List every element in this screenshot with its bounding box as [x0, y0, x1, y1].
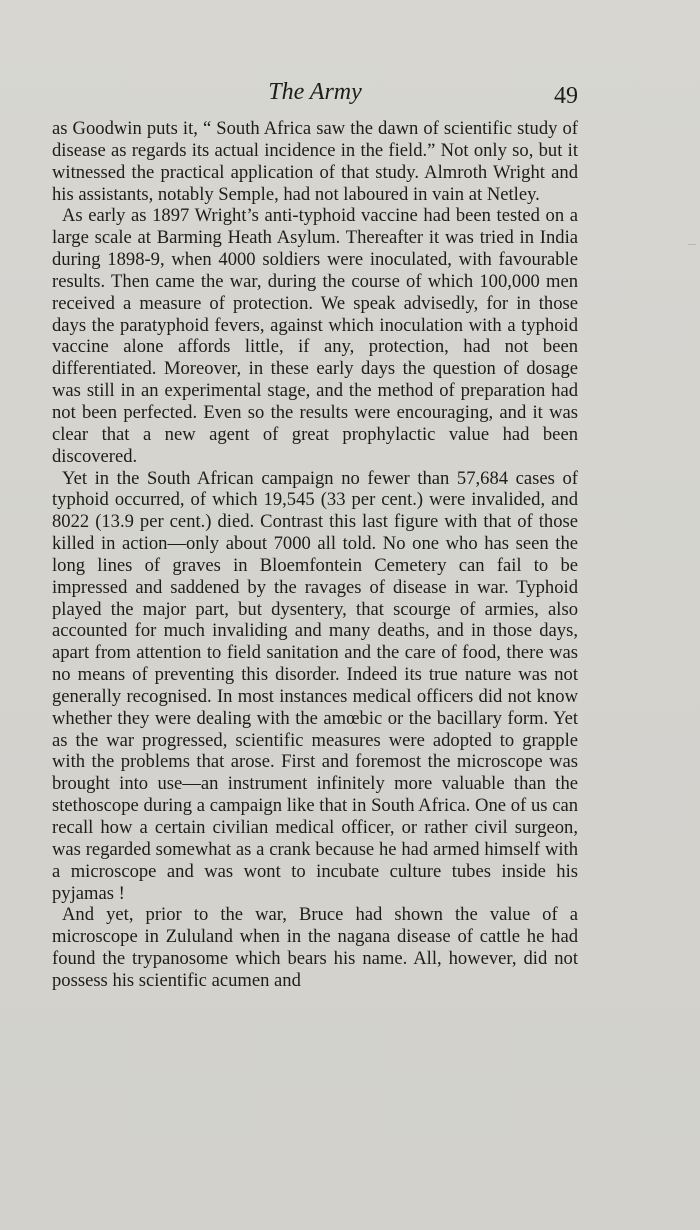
paragraph-2: As early as 1897 Wright’s anti-typhoid vaccine had been tested on a large scale at Barming Heath Asylum. Thereafter it was tried in India during 1898-9, when 4000 soldiers were inoculated, with favourable results. Then came the war, during the course of which 100,000 men received a measure of protection. We speak advisedly, for in those days the paratyphoid fevers, against which inoculation with a typhoid vaccine alone affords little, if any, protection, had not been differentiated. Moreover, in these early days the question of dosage was still in an experimental stage, and the method of preparation had not been perfected. Even so the results were encouraging, and it was clear that a new agent of great prophylactic value had been discovered.: [52, 205, 578, 467]
paragraph-1: as Goodwin puts it, “ South Africa saw the dawn of scientific study of disease as regards its actual incidence in the field.” Not only so, but it witnessed the practical application of that study. Almroth Wright and his assistants, notably Semple, had not laboured in vain at Netley.: [52, 118, 578, 205]
running-title: The Army: [268, 79, 362, 105]
body-text: [52, 118, 578, 992]
paragraph-3: Yet in the South African campaign no fewer than 57,684 cases of typhoid occurred, of which 19,545 (33 per cent.) were invalided, and 8022 (13.9 per cent.) died. Contrast this last figure with that of those killed in action—only about 7000 all told. No one who has seen the long lines of graves in Bloemfontein Cemetery can fail to be impressed and saddened by the ravages of disease in war. Typhoid played the major part, but dysentery, that scourge of armies, also accounted for much invaliding and many deaths, and in those days, apart from attention to field sanitation and the care of food, there was no means of preventing this disorder. Indeed its true nature was not generally recognised. In most instances medical officers did not know whether they were dealing with the amœbic or the bacillary form. Yet as the war progressed, scientific measures were adopted to grapple with the problems that arose. First and foremost the microscope was brought into use—an instrument infinitely more valuable than the stethoscope during a campaign like that in South Africa. One of us can recall how a certain civilian medical officer, or rather civil surgeon, was regarded somewhat as a crank because he had armed himself with a microscope and was wont to incubate culture tubes inside his pyjamas !: [52, 467, 578, 904]
paragraph-4: And yet, prior to the war, Bruce had shown the value of a microscope in Zululand when in the nagana disease of cattle he had found the trypanosome which bears his name. All, however, did not possess his scientific acumen and: [52, 904, 578, 991]
margin-mark: [688, 244, 696, 245]
page-number: 49: [554, 83, 578, 109]
running-head: [52, 76, 578, 108]
